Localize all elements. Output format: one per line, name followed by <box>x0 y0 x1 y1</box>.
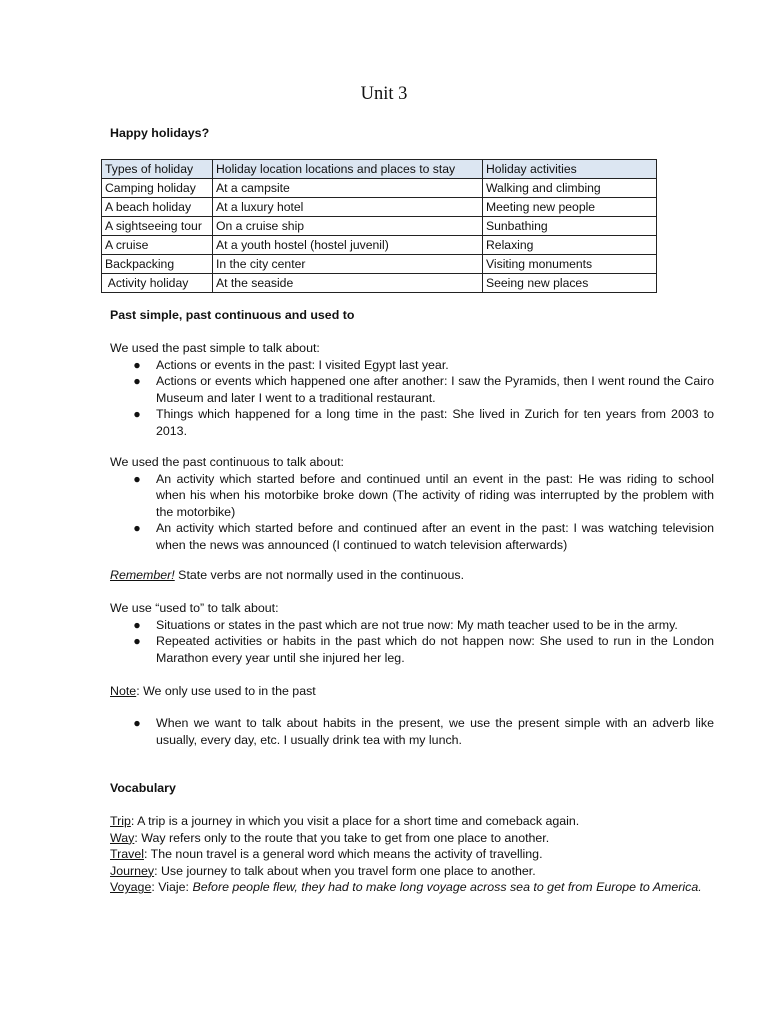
bullet-icon: ● <box>133 634 141 649</box>
past-simple-section <box>110 340 714 440</box>
table-cell: At a youth hostel (hostel juvenil) <box>213 236 483 255</box>
table-cell: A beach holiday <box>102 198 213 217</box>
bullet-text: Things which happened for a long time in the past: She lived in Zurich for ten years from 2003 to 2013. <box>156 407 714 438</box>
note-text: : We only use used to in the past <box>136 684 316 698</box>
note-label: Note <box>110 684 137 698</box>
table-row <box>102 179 657 198</box>
bullet-text: An activity which started before and continued after an event in the past: I was watching television when the news was announced (I continued to watch television afterwards) <box>156 521 714 552</box>
table-cell: Visiting monuments <box>483 255 657 274</box>
column-header: Holiday location locations and places to stay <box>213 160 483 179</box>
section-heading-vocabulary: Vocabulary <box>110 781 176 795</box>
bullet-icon: ● <box>133 357 141 372</box>
present-habits-section <box>110 715 714 748</box>
list-item <box>110 471 714 521</box>
list-item <box>110 373 714 406</box>
vocab-definition: : Viaje: <box>151 880 193 895</box>
remember-label: Remember! <box>110 568 175 582</box>
table-cell: On a cruise ship <box>213 217 483 236</box>
table-cell: Camping holiday <box>102 179 213 198</box>
table-cell: A cruise <box>102 236 213 255</box>
bullet-icon: ● <box>133 716 141 730</box>
table-row <box>102 255 657 274</box>
bullet-icon: ● <box>133 407 141 422</box>
list-item <box>110 357 714 374</box>
vocab-definition: : A trip is a journey in which you visit a place for a short time and comeback again. <box>130 814 580 828</box>
list-item <box>110 633 714 666</box>
page-title: Unit 3 <box>360 84 408 104</box>
table-cell: At the seaside <box>213 274 483 293</box>
bullet-text: Actions or events which happened one after another: I saw the Pyramids, then I went round the Cairo Museum and later I went to a traditional restaurant. <box>156 374 714 405</box>
vocab-term: Trip <box>110 814 131 828</box>
column-header: Holiday activities <box>483 160 657 179</box>
vocab-definition: : The noun travel is a general word which means the activity of travelling. <box>143 847 543 862</box>
table-header-row <box>102 160 657 179</box>
table-cell: Activity holiday <box>102 274 213 293</box>
list-item <box>110 520 714 553</box>
table-cell: Relaxing <box>483 236 657 255</box>
bullet-text: Actions or events in the past: I visited Egypt last year. <box>156 357 449 372</box>
vocab-term: Journey <box>110 863 155 878</box>
list-item <box>110 617 714 634</box>
vocab-item-trip <box>110 813 714 830</box>
vocabulary-list <box>110 813 714 896</box>
bullet-icon: ● <box>133 471 141 486</box>
bullet-icon: ● <box>133 617 141 632</box>
bullet-text: When we want to talk about habits in the present, we use the present simple with an adverb like usually, every day, etc. I usually drink tea with my lunch. <box>156 716 714 747</box>
vocab-item-travel <box>110 846 714 863</box>
table-cell: In the city center <box>213 255 483 274</box>
table-cell: Meeting new people <box>483 198 657 217</box>
past-continuous-section <box>110 454 714 554</box>
used-to-intro: We use “used to” to talk about: <box>110 601 279 615</box>
past-continuous-intro: We used the past continuous to talk about: <box>110 455 344 469</box>
table-cell: Sunbathing <box>483 217 657 236</box>
vocab-example: Before people flew, they had to make long voyage across sea to get from Europe to America. <box>192 880 702 895</box>
vocab-definition: : Way refers only to the route that you take to get from one place to another. <box>134 830 550 845</box>
used-to-section <box>110 600 714 666</box>
bullet-text: An activity which started before and continued until an event in the past: He was riding to school when his when his motorbike broke down (The activity of riding was interrupted by the problem with the motorbike) <box>156 471 714 519</box>
vocab-definition: : Use journey to talk about when you travel form one place to another. <box>154 863 536 878</box>
column-header: Types of holiday <box>102 160 213 179</box>
remember-note <box>110 567 714 584</box>
past-simple-intro: We used the past simple to talk about: <box>110 341 320 355</box>
list-item <box>110 406 714 439</box>
vocab-item-journey <box>110 863 714 880</box>
bullet-text: Repeated activities or habits in the past which do not happen now: She used to run in the London Marathon every year until she injured her leg. <box>156 634 714 665</box>
vocab-term: Way <box>110 830 135 845</box>
table-row <box>102 198 657 217</box>
table-cell: A sightseeing tour <box>102 217 213 236</box>
table-cell: Seeing new places <box>483 274 657 293</box>
bullet-text: Situations or states in the past which are not true now: My math teacher used to be in the army. <box>156 617 678 632</box>
vocab-term: Voyage <box>110 880 152 895</box>
table-cell: At a campsite <box>213 179 483 198</box>
list-item <box>110 715 714 748</box>
table-row <box>102 274 657 293</box>
section-heading-happy-holidays: Happy holidays? <box>110 126 210 140</box>
vocab-item-way <box>110 830 714 847</box>
section-heading-grammar: Past simple, past continuous and used to <box>110 308 355 322</box>
bullet-icon: ● <box>133 521 141 536</box>
note-line <box>110 683 714 700</box>
bullet-icon: ● <box>133 374 141 389</box>
vocab-term: Travel <box>110 847 144 862</box>
remember-text: State verbs are not normally used in the continuous. <box>174 568 465 582</box>
table-row <box>102 236 657 255</box>
table-cell: Backpacking <box>102 255 213 274</box>
table-row <box>102 217 657 236</box>
vocab-item-voyage <box>110 879 714 896</box>
table-cell: Walking and climbing <box>483 179 657 198</box>
holiday-table <box>101 159 657 293</box>
table-cell: At a luxury hotel <box>213 198 483 217</box>
